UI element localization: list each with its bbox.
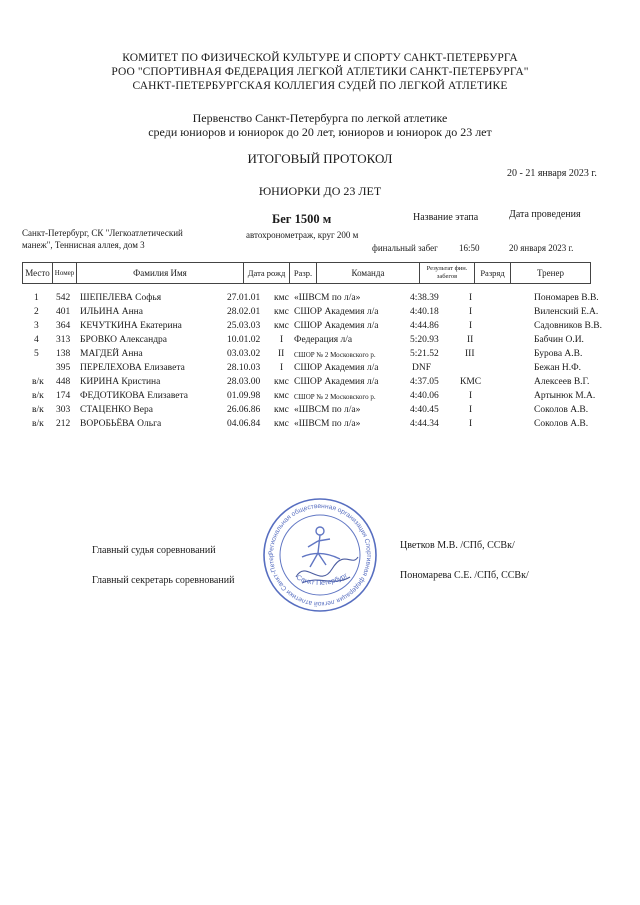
protocol-title: ИТОГОВЫЙ ПРОТОКОЛ <box>247 151 393 166</box>
stage-value: финальный забег <box>372 243 438 253</box>
cell-name: БРОВКО Александра <box>80 335 168 345</box>
table-row <box>22 391 596 404</box>
cell-coach: Бабчин О.И. <box>534 335 584 345</box>
table-row <box>22 293 599 306</box>
cell-rank: кмс <box>274 377 289 387</box>
cell-grade: I <box>469 321 473 331</box>
cell-team: СШОР № 2 Московского р. <box>294 393 376 401</box>
cell-rank: II <box>278 349 285 359</box>
cell-name: ШЕПЕЛЕВА Софья <box>80 293 162 303</box>
collegium-title: САНКТ-ПЕТЕРБУРГСКАЯ КОЛЛЕГИЯ СУДЕЙ ПО ЛЕГКОЙ АТЛЕТИКЕ <box>132 80 508 92</box>
header-coach: Тренер <box>537 268 564 278</box>
seal-city-text: Санкт Петербург <box>295 572 349 588</box>
cell-name: МАГДЕЙ Анна <box>80 349 143 359</box>
cell-rank: кмс <box>274 321 289 331</box>
chief-secretary-name: Пономарева С.Е. /СПб, ССВк/ <box>400 570 529 581</box>
venue-line-2: манеж", Теннисная аллея, дом 3 <box>22 240 145 250</box>
cell-team: СШОР Академия л/а <box>294 321 379 331</box>
cell-coach: Артынюк М.А. <box>534 391 596 401</box>
cell-rank: кмс <box>274 391 289 401</box>
date-label: Дата проведения <box>509 209 581 220</box>
chief-judge-name: Цветков М.В. /СПб, ССВк/ <box>400 540 515 551</box>
runner-emblem-icon <box>302 527 340 567</box>
cell-bib: 313 <box>56 335 71 345</box>
cell-place: 4 <box>34 335 39 345</box>
cell-coach: Соколов А.В. <box>534 419 589 429</box>
cell-team: «ШВСМ по л/а» <box>294 293 361 303</box>
header-bib: Номер <box>53 263 77 283</box>
cell-dob: 26.06.86 <box>227 405 261 415</box>
cell-bib: 138 <box>56 349 71 359</box>
cell-dob: 28.03.00 <box>227 377 261 387</box>
cell-result: 4:40.18 <box>410 307 439 317</box>
cell-team: Федерация л/а <box>294 335 353 345</box>
header-dob: Дата рожд <box>244 263 290 283</box>
table-row <box>22 321 602 334</box>
event-name: Бег 1500 м <box>272 212 332 226</box>
cell-dob: 28.02.01 <box>227 307 261 317</box>
cell-place: в/к <box>32 405 44 415</box>
chief-secretary-label: Главный секретарь соревнований <box>92 575 235 586</box>
cell-team: СШОР Академия л/а <box>294 377 379 387</box>
cell-rank: кмс <box>274 307 289 317</box>
cell-place: 2 <box>34 307 39 317</box>
cell-bib: 401 <box>56 307 71 317</box>
cell-result: 5:21.52 <box>410 349 439 359</box>
table-row <box>22 377 591 390</box>
cell-grade: I <box>469 293 473 303</box>
header-name: Фамилия Имя <box>77 263 244 283</box>
header-rank: Разр. <box>290 263 317 283</box>
cell-bib: 395 <box>56 363 71 373</box>
table-row <box>22 405 591 418</box>
cell-result: 4:38.39 <box>410 293 439 303</box>
timing-info: автохронометраж, круг 200 м <box>246 230 359 240</box>
cell-grade: I <box>469 405 473 415</box>
table-row <box>22 335 591 348</box>
start-time: 16:50 <box>459 243 480 253</box>
cell-coach: Виленский Е.А. <box>534 307 599 317</box>
cell-result: DNF <box>412 363 432 373</box>
cell-dob: 03.03.02 <box>227 349 261 359</box>
cell-coach: Соколов А.В. <box>534 405 589 415</box>
age-group: ЮНИОРКИ ДО 23 ЛЕТ <box>258 184 382 198</box>
cell-rank: кмс <box>274 405 289 415</box>
cell-rank: I <box>280 335 284 345</box>
cell-name: КИРИНА Кристина <box>80 377 161 387</box>
cell-dob: 04.06.84 <box>227 419 261 429</box>
committee-title: КОМИТЕТ ПО ФИЗИЧЕСКОЙ КУЛЬТУРЕ И СПОРТУ САНКТ-ПЕТЕРБУРГА <box>122 52 518 64</box>
cell-place: 5 <box>34 349 39 359</box>
cell-dob: 27.01.01 <box>227 293 261 303</box>
cell-dob: 10.01.02 <box>227 335 261 345</box>
cell-team: СШОР № 2 Московского р. <box>294 351 376 359</box>
cell-grade: I <box>469 419 473 429</box>
cell-grade: I <box>469 391 473 401</box>
cell-bib: 303 <box>56 405 71 415</box>
cell-name: СТАЦЕНКО Вера <box>80 405 153 415</box>
cell-coach: Бурова А.В. <box>534 349 583 359</box>
cell-rank: I <box>280 363 284 373</box>
cell-result: 4:44.86 <box>410 321 439 331</box>
championship-title: Первенство Санкт-Петербурга по легкой атлетике <box>192 111 448 125</box>
cell-result: 4:40.45 <box>410 405 439 415</box>
cell-dob: 25.03.03 <box>227 321 261 331</box>
official-seal <box>262 497 378 613</box>
cell-place: в/к <box>32 377 44 387</box>
table-row <box>22 307 599 320</box>
cell-grade: III <box>465 349 475 359</box>
header-team: Команда <box>317 263 420 283</box>
cell-dob: 28.10.03 <box>227 363 261 373</box>
header-place: Место <box>23 263 53 283</box>
header-result: Результат фин. забегов <box>420 263 475 283</box>
cell-name: ВОРОБЬЁВА Ольга <box>80 419 162 429</box>
cell-grade: II <box>467 335 474 345</box>
cell-team: СШОР Академия л/а <box>294 307 379 317</box>
table-row <box>22 419 591 432</box>
cell-coach: Садовников В.В. <box>534 321 602 331</box>
cell-team: «ШВСМ по л/а» <box>294 405 361 415</box>
cell-coach: Бежан Н.Ф. <box>534 363 582 373</box>
cell-bib: 212 <box>56 419 71 429</box>
cell-name: ИЛЬИНА Анна <box>80 307 143 317</box>
cell-result: 4:44.34 <box>410 419 439 429</box>
event-date: 20 января 2023 г. <box>509 243 574 253</box>
table-row <box>22 363 591 376</box>
seal-outer-text: Региональная общественная организация Спортивная федерация легкой атлетики Санкт-Петер <box>267 502 373 608</box>
svg-text:Региональная общественная орга <box>262 497 372 608</box>
cell-bib: 542 <box>56 293 71 303</box>
cell-place: в/к <box>32 391 44 401</box>
cell-dob: 01.09.98 <box>227 391 261 401</box>
venue-line-1: Санкт-Петербург, СК "Легкоатлетический <box>22 228 183 238</box>
stage-label: Название этапа <box>413 212 479 223</box>
competition-dates: 20 - 21 января 2023 г. <box>507 168 597 179</box>
svg-text:Санкт Петербург <box>295 572 349 587</box>
cell-coach: Пономарев В.В. <box>534 293 599 303</box>
chief-judge-label: Главный судья соревнований <box>92 545 216 556</box>
cell-name: КЕЧУТКИНА Екатерина <box>80 321 182 331</box>
cell-grade: КМС <box>460 377 482 387</box>
cell-place: в/к <box>32 419 44 429</box>
cell-result: 5:20.93 <box>410 335 439 345</box>
cell-grade: I <box>469 307 473 317</box>
table-row <box>22 349 591 362</box>
cell-place: 1 <box>34 293 39 303</box>
results-table-header <box>22 262 591 284</box>
cell-result: 4:37.05 <box>410 377 439 387</box>
cell-rank: кмс <box>274 293 289 303</box>
cell-bib: 174 <box>56 391 71 401</box>
cell-bib: 448 <box>56 377 71 387</box>
championship-subtitle: среди юниоров и юниорок до 20 лет, юниоров и юниорок до 23 лет <box>148 125 492 139</box>
cell-team: СШОР Академия л/а <box>294 363 379 373</box>
cell-coach: Алексеев В.Г. <box>534 377 590 387</box>
cell-result: 4:40.06 <box>410 391 439 401</box>
cell-name: ФЕДОТИКОВА Елизавета <box>80 391 188 401</box>
cell-team: «ШВСМ по л/а» <box>294 419 361 429</box>
federation-title: РОО "СПОРТИВНАЯ ФЕДЕРАЦИЯ ЛЕГКОЙ АТЛЕТИКИ САНКТ-ПЕТЕРБУРГА" <box>111 66 529 78</box>
cell-name: ПЕРЕЛЕХОВА Елизавета <box>80 363 185 373</box>
cell-rank: кмс <box>274 419 289 429</box>
cell-place: 3 <box>34 321 39 331</box>
cell-bib: 364 <box>56 321 71 331</box>
header-grade: Разряд <box>475 263 511 283</box>
